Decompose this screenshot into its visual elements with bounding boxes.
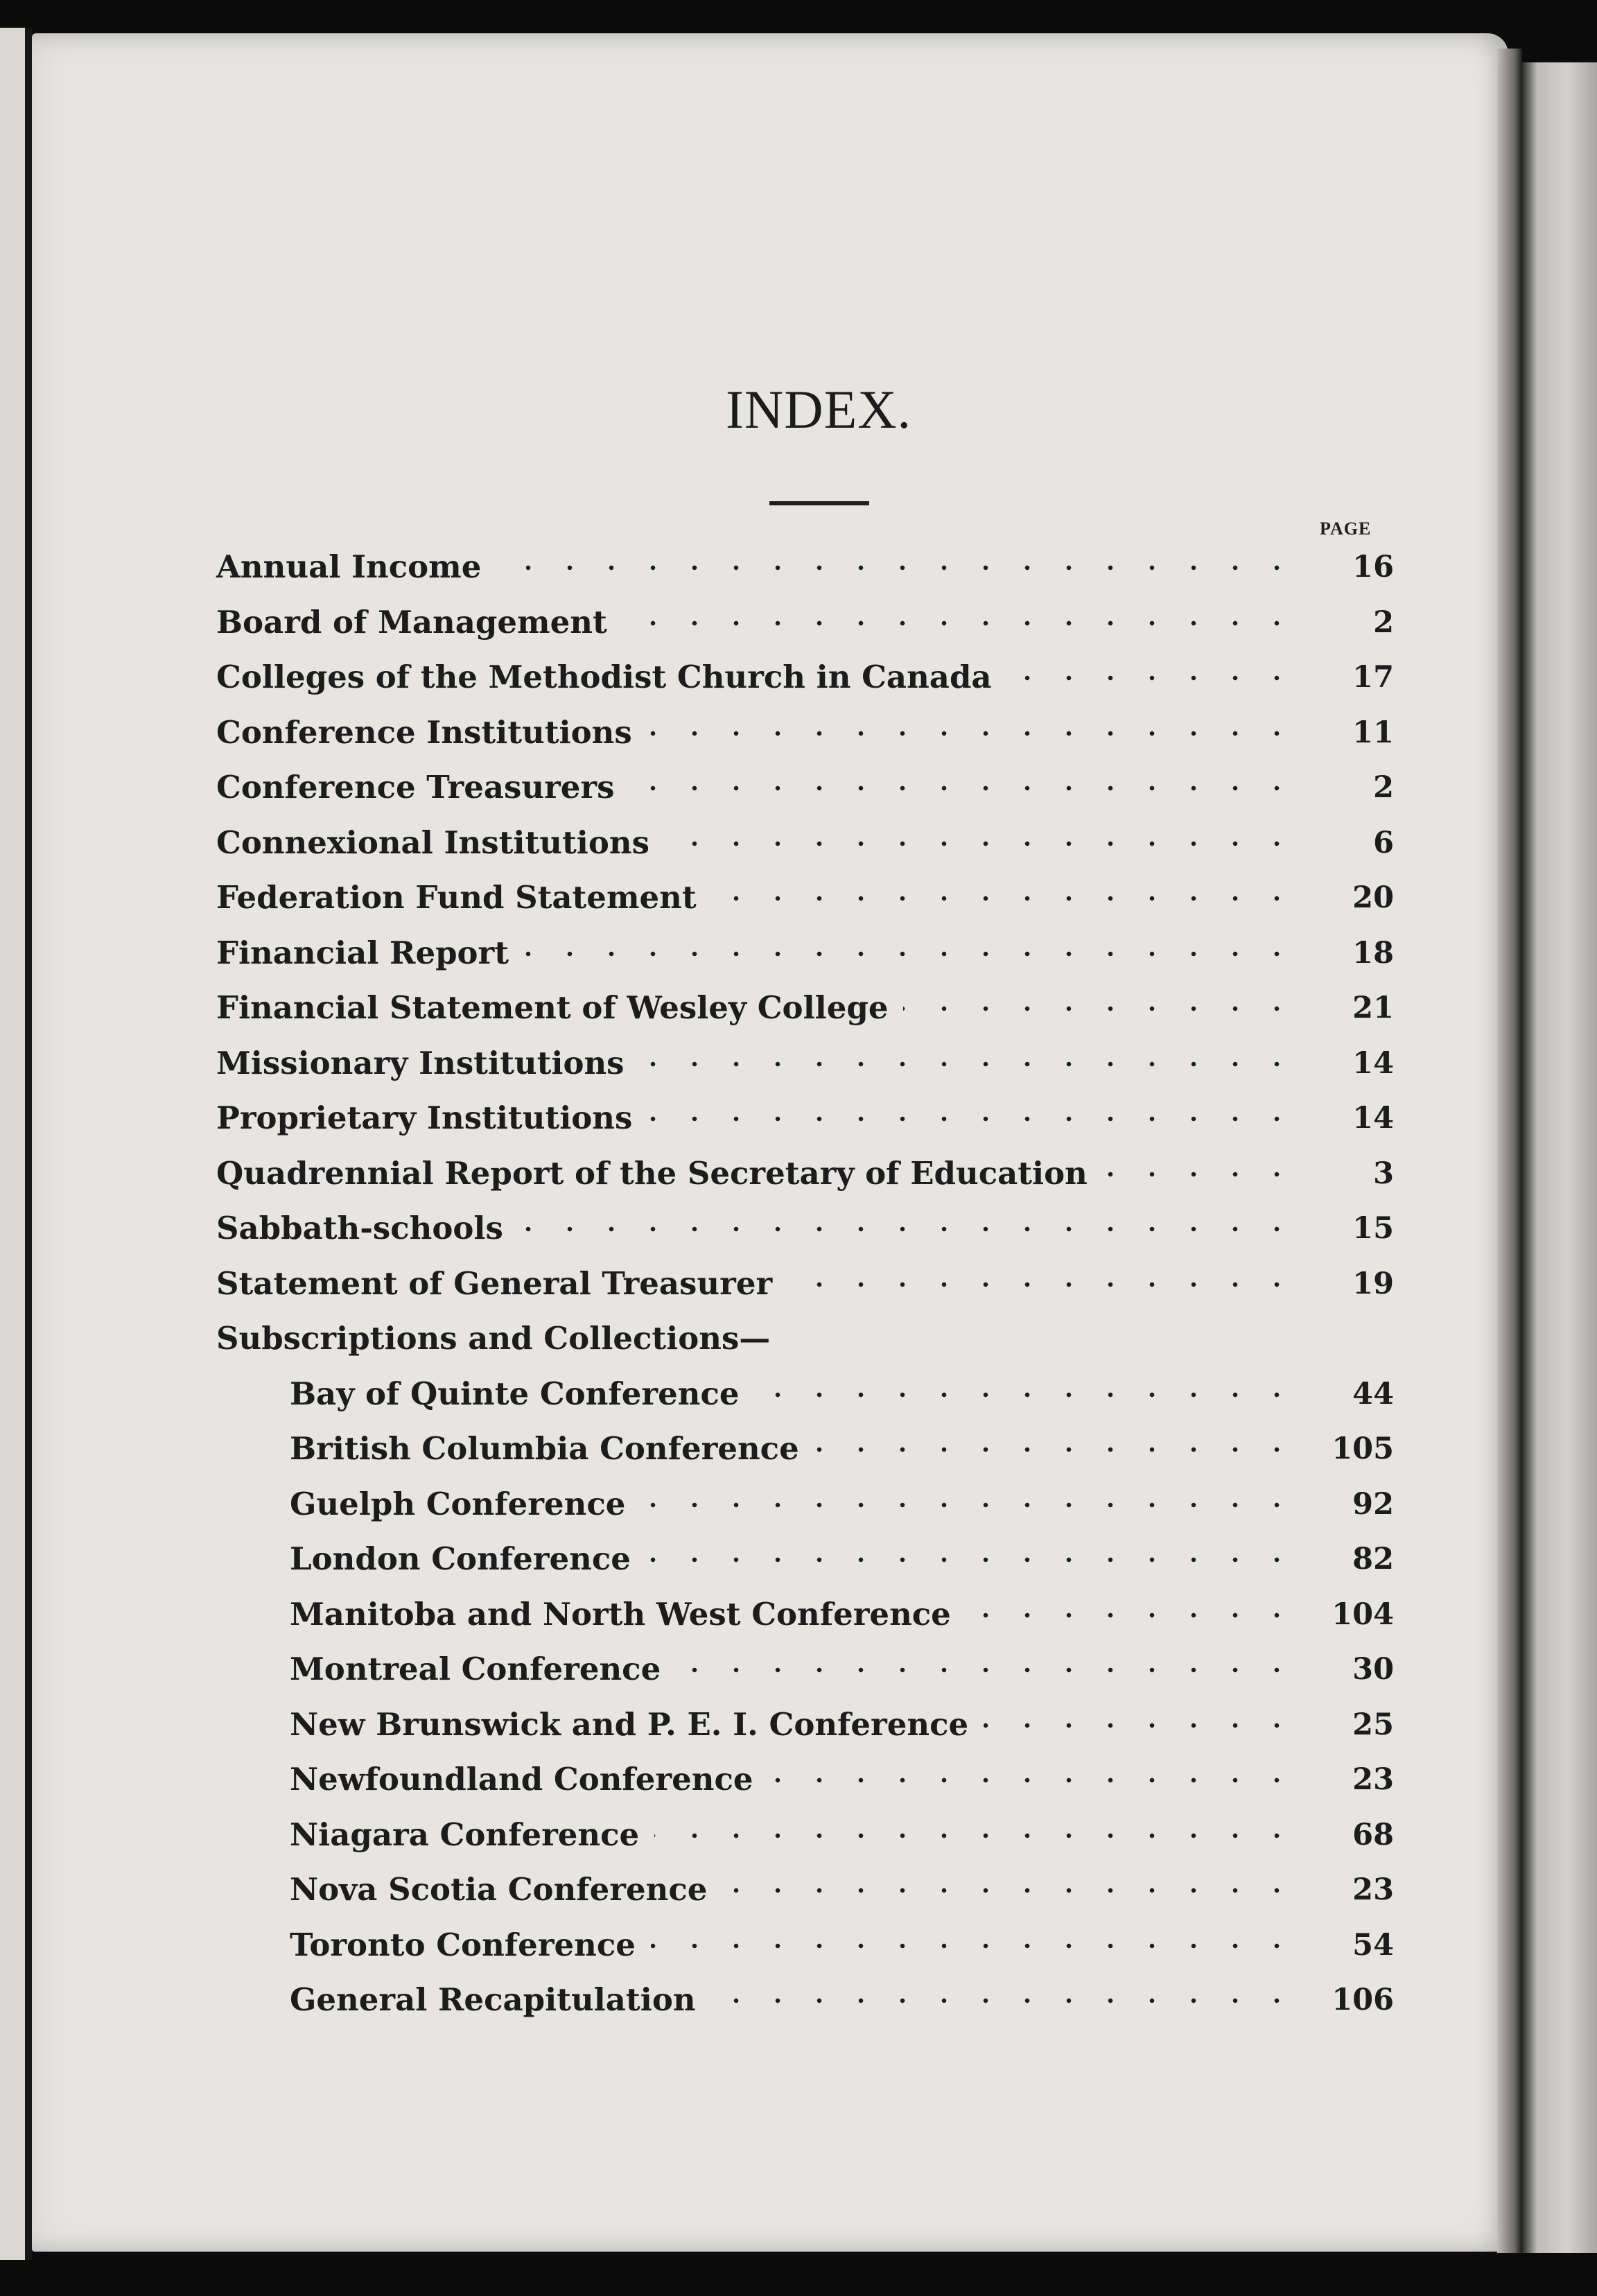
index-entry-page-number: 3 xyxy=(1373,1156,1394,1191)
index-entry xyxy=(32,1421,1557,1477)
index-entry-label: Board of Management xyxy=(216,603,607,641)
index-entry-page-number: 14 xyxy=(1352,1101,1394,1136)
dot-leader xyxy=(665,840,1298,847)
index-entry-label: Missionary Institutions xyxy=(216,1044,625,1081)
facing-page-edge xyxy=(0,28,25,2260)
dot-leader xyxy=(711,1997,1298,2004)
index-entry xyxy=(32,1642,1557,1697)
index-entry-page-number: 106 xyxy=(1332,1983,1394,2017)
title-rule xyxy=(769,501,869,505)
index-entry-page-number: 105 xyxy=(1332,1432,1394,1466)
index-entry xyxy=(32,705,1557,760)
dot-leader xyxy=(787,1281,1298,1288)
index-entry xyxy=(32,980,1557,1036)
document-page xyxy=(32,33,1508,2252)
dot-leader xyxy=(769,1777,1298,1784)
page-shadow-edge xyxy=(1497,49,1522,2253)
index-entry-label: Subscriptions and Collections— xyxy=(216,1320,771,1357)
index-entry-label: Conference Treasurers xyxy=(216,769,615,806)
index-entry xyxy=(32,1807,1557,1863)
index-entry-label: Newfoundland Conference xyxy=(290,1761,753,1798)
index-entry-label: Proprietary Institutions xyxy=(216,1099,633,1136)
index-entry-label: Niagara Conference xyxy=(290,1816,640,1853)
dot-leader xyxy=(524,950,1298,957)
index-entry-page-number: 82 xyxy=(1352,1542,1394,1576)
index-entry-page-number: 23 xyxy=(1352,1872,1394,1907)
index-entry-label: General Recapitulation xyxy=(290,1981,696,2018)
index-entry-page-number: 16 xyxy=(1352,550,1394,584)
index-entry-page-number: 92 xyxy=(1352,1486,1394,1522)
index-entry-label: Toronto Conference xyxy=(290,1926,636,1963)
dot-leader xyxy=(984,1722,1298,1729)
index-entry-label: Montreal Conference xyxy=(290,1651,661,1687)
dot-leader xyxy=(1103,1171,1298,1178)
index-entry-label: Guelph Conference xyxy=(290,1485,626,1522)
page-column-header: PAGE xyxy=(1320,519,1372,539)
index-entry-page-number: 15 xyxy=(1352,1211,1394,1246)
index-entry xyxy=(32,595,1557,650)
index-entry-page-number: 17 xyxy=(1352,660,1394,695)
index-entry xyxy=(32,1146,1557,1201)
index-entry-label: Connexional Institutions xyxy=(216,824,649,861)
index-entry-page-number: 19 xyxy=(1352,1266,1394,1301)
index-entry xyxy=(32,539,1557,595)
binding-rule xyxy=(25,28,32,2260)
index-entry-label: Quadrennial Report of the Secretary of Education xyxy=(216,1154,1088,1192)
index-entry-label: New Brunswick and P. E. I. Conference xyxy=(290,1705,969,1743)
index-entry-label: Statement of General Treasurer xyxy=(216,1264,773,1302)
index-entry-page-number: 104 xyxy=(1332,1597,1394,1632)
index-entry xyxy=(32,815,1557,871)
dot-leader xyxy=(646,1556,1298,1563)
dot-leader xyxy=(722,1887,1298,1894)
index-entry-label: Nova Scotia Conference xyxy=(290,1871,708,1908)
index-entry-label: Colleges of the Methodist Church in Canada xyxy=(216,659,992,695)
index-entry-page-number: 11 xyxy=(1352,715,1394,750)
dot-leader xyxy=(496,564,1298,571)
dot-leader xyxy=(1007,675,1298,681)
index-entry xyxy=(32,1752,1557,1807)
index-entry-page-number: 6 xyxy=(1373,825,1394,860)
index-entry xyxy=(32,1862,1557,1917)
index-entry xyxy=(32,650,1557,705)
index-entry-label: London Conference xyxy=(290,1540,631,1577)
index-entry-page-number: 23 xyxy=(1352,1762,1394,1797)
dot-leader xyxy=(629,785,1298,792)
index-entry xyxy=(32,1311,1557,1366)
index-entry-page-number: 44 xyxy=(1352,1376,1394,1411)
index-entry xyxy=(32,760,1557,815)
index-entry-page-number: 25 xyxy=(1352,1707,1394,1742)
index-entry-page-number: 20 xyxy=(1352,880,1394,915)
index-entry-label: Bay of Quinte Conference xyxy=(290,1375,740,1412)
index-entry-label: Sabbath-schools xyxy=(216,1210,503,1246)
index-entry-label: Financial Report xyxy=(216,934,509,971)
index-entry-page-number: 14 xyxy=(1352,1045,1394,1081)
dot-leader xyxy=(654,1832,1298,1839)
index-entry-page-number: 54 xyxy=(1352,1927,1394,1963)
dot-leader xyxy=(651,1942,1298,1949)
index-entry xyxy=(32,1972,1557,2028)
index-entry xyxy=(32,1201,1557,1256)
dot-leader xyxy=(647,730,1298,737)
index-entry xyxy=(32,1477,1557,1532)
index-entry-page-number: 2 xyxy=(1373,770,1394,805)
index-entry-page-number: 2 xyxy=(1373,605,1394,640)
index-entry-page-number: 21 xyxy=(1352,991,1394,1025)
dot-leader xyxy=(712,895,1298,902)
index-entry-label: British Columbia Conference xyxy=(290,1430,799,1467)
index-entry xyxy=(32,1036,1557,1091)
dot-leader xyxy=(966,1612,1298,1619)
index-entry xyxy=(32,1366,1557,1422)
index-entry-label: Financial Statement of Wesley College xyxy=(216,989,889,1026)
index-entry xyxy=(32,1256,1557,1312)
index-entry-label: Conference Institutions xyxy=(216,713,632,751)
index-entry xyxy=(32,1090,1557,1146)
index-entry xyxy=(32,1531,1557,1587)
index-entry-label: Federation Fund Statement xyxy=(216,879,697,916)
index-entry xyxy=(32,1697,1557,1753)
dot-leader xyxy=(640,1502,1298,1508)
index-entry-page-number: 68 xyxy=(1352,1817,1394,1852)
index-entry-page-number: 18 xyxy=(1352,935,1394,971)
index-entry xyxy=(32,1587,1557,1642)
index-entry xyxy=(32,870,1557,925)
dot-leader xyxy=(903,1005,1298,1012)
dot-leader xyxy=(754,1391,1298,1398)
page-title: INDEX. xyxy=(725,379,912,440)
index-entry xyxy=(32,925,1557,981)
index-entry-label: Manitoba and North West Conference xyxy=(290,1595,951,1633)
dot-leader xyxy=(622,620,1298,627)
dot-leader xyxy=(647,1115,1298,1122)
dot-leader xyxy=(640,1061,1298,1068)
index-entry xyxy=(32,1917,1557,1973)
dot-leader xyxy=(676,1667,1298,1673)
dot-leader xyxy=(518,1226,1298,1233)
index-entry-label: Annual Income xyxy=(216,548,482,585)
dot-leader xyxy=(814,1446,1298,1453)
index-entry-page-number: 30 xyxy=(1352,1652,1394,1687)
